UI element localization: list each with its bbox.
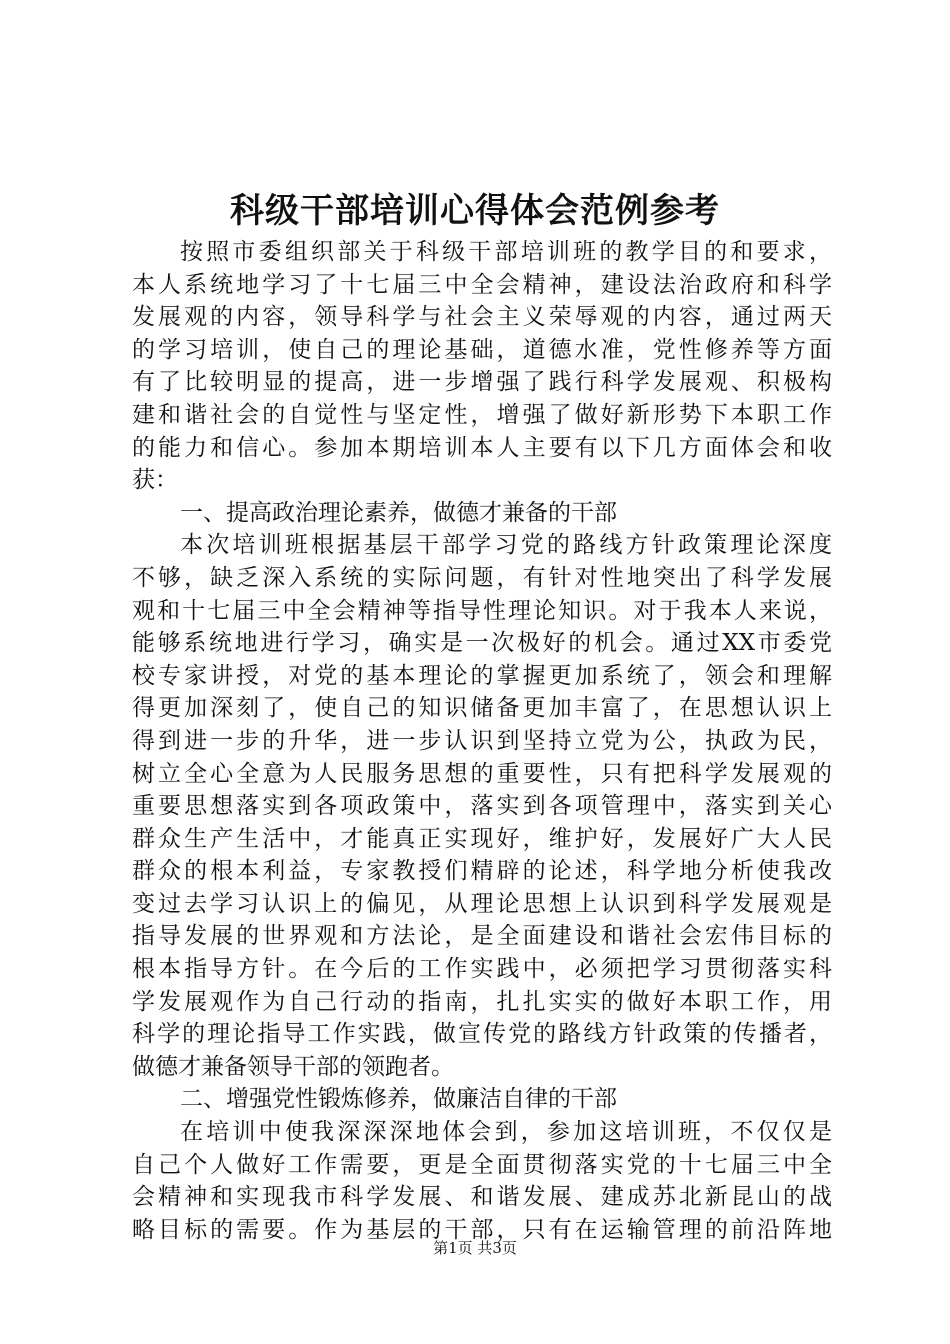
heading-line: 一、提高政治理论素养，做德才兼备的干部 <box>180 499 617 526</box>
text-line: 不够，缺乏深入系统的实际问题，有针对性地突出了科学发展 <box>132 564 832 591</box>
text-line: 观和十七届三中全会精神等指导性理论知识。对于我本人来说， <box>132 597 832 624</box>
text-line: 做德才兼备领导干部的领跑者。 <box>132 1053 454 1080</box>
document-body <box>132 236 832 1246</box>
text-line: 群众生产生活中，才能真正实现好，维护好，发展好广大人民 <box>132 825 832 852</box>
text-line: 略目标的需要。作为基层的干部，只有在运输管理的前沿阵地 <box>132 1216 832 1243</box>
text-line: 学发展观作为自己行动的指南，扎扎实实的做好本职工作，用 <box>132 988 832 1015</box>
paragraph <box>132 236 832 497</box>
text-line: 科学的理论指导工作实践，做宣传党的路线方针政策的传播者， <box>132 1021 832 1048</box>
text-line: 本人系统地学习了十七届三中全会精神，建设法治政府和科学 <box>132 271 832 298</box>
paragraph <box>132 529 832 1083</box>
text-line: 校专家讲授，对党的基本理论的掌握更加系统了，领会和理解 <box>132 662 832 689</box>
text-line: 重要思想落实到各项政策中，落实到各项管理中，落实到关心 <box>132 793 832 820</box>
text-line: 的学习培训，使自己的理论基础，道德水准，党性修养等方面 <box>132 336 832 363</box>
section-heading <box>132 1083 832 1116</box>
text-line: 获： <box>132 467 178 494</box>
text-line: 在培训中使我深深深地体会到，参加这培训班，不仅仅是 <box>180 1119 832 1146</box>
text-line: 有了比较明显的提高，进一步增强了践行科学发展观、积极构 <box>132 369 832 396</box>
text-line: 得到进一步的升华，进一步认识到坚持立党为公，执政为民， <box>132 727 832 754</box>
text-line: 指导发展的世界观和方法论，是全面建设和谐社会宏伟目标的 <box>132 923 832 950</box>
section-heading <box>132 497 832 530</box>
page-footer: 第1页 共3页 <box>433 1239 517 1257</box>
text-line: 树立全心全意为人民服务思想的重要性，只有把科学发展观的 <box>132 760 832 787</box>
text-line: 发展观的内容，领导科学与社会主义荣辱观的内容，通过两天 <box>132 304 832 331</box>
text-line: 按照市委组织部关于科级干部培训班的教学目的和要求， <box>180 239 832 265</box>
text-line: 会精神和实现我市科学发展、和谐发展、建成苏北新昆山的战 <box>132 1184 832 1211</box>
document-title: 科级干部培训心得体会范例参考 <box>230 191 720 231</box>
text-line: 建和谐社会的自觉性与坚定性，增强了做好新形势下本职工作 <box>132 401 832 428</box>
text-line: 得更加深刻了，使自己的知识储备更加丰富了，在思想认识上 <box>132 695 832 722</box>
text-line: 自己个人做好工作需要，更是全面贯彻落实党的十七届三中全 <box>132 1151 832 1178</box>
text-line: 能够系统地进行学习，确实是一次极好的机会。通过XX市委党 <box>132 630 832 657</box>
text-line: 变过去学习认识上的偏见，从理论思想上认识到科学发展观是 <box>132 890 832 917</box>
text-line: 的能力和信心。参加本期培训本人主要有以下几方面体会和收 <box>132 434 832 461</box>
heading-line: 二、增强党性锻炼修养，做廉洁自律的干部 <box>180 1086 617 1113</box>
text-line: 本次培训班根据基层干部学习党的路线方针政策理论深度 <box>180 532 832 559</box>
text-line: 根本指导方针。在今后的工作实践中，必须把学习贯彻落实科 <box>132 956 832 983</box>
paragraph <box>132 1116 832 1246</box>
text-line: 群众的根本利益，专家教授们精辟的论述，科学地分析使我改 <box>132 858 832 885</box>
